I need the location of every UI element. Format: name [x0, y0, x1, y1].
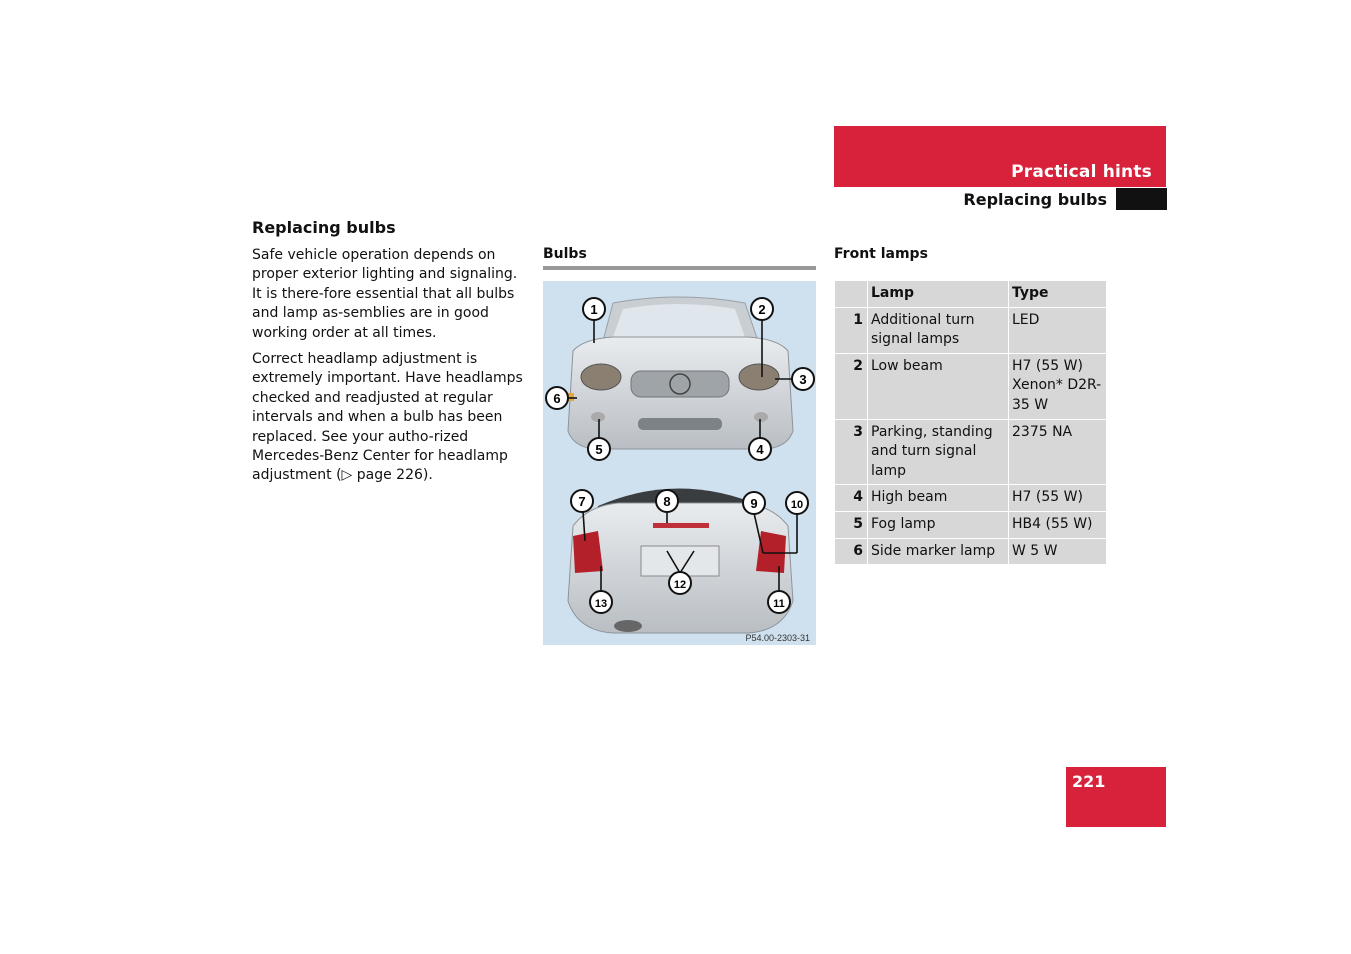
row-lamp: Side marker lamp	[868, 538, 1009, 565]
header-type: Type	[1009, 281, 1107, 308]
row-lamp: Parking, standing and turn signal lamp	[868, 419, 1009, 485]
table-row	[835, 485, 1107, 512]
header-lamp: Lamp	[868, 281, 1009, 308]
row-num: 2	[835, 353, 868, 419]
bulbs-heading: Bulbs	[543, 246, 587, 262]
callout-8	[656, 490, 678, 512]
callout-1	[583, 298, 605, 320]
row-lamp: Fog lamp	[868, 511, 1009, 538]
svg-text:3: 3	[799, 372, 807, 387]
svg-text:2: 2	[758, 302, 766, 317]
header-num	[835, 281, 868, 308]
svg-text:6: 6	[553, 391, 561, 406]
row-lamp: High beam	[868, 485, 1009, 512]
row-num: 6	[835, 538, 868, 565]
table-row	[835, 353, 1107, 419]
row-num: 4	[835, 485, 868, 512]
table-row	[835, 511, 1107, 538]
row-type: H7 (55 W) Xenon* D2R-35 W	[1009, 353, 1107, 419]
svg-text:1: 1	[590, 302, 598, 317]
row-type: LED	[1009, 307, 1107, 353]
figure-code: P54.00-2303-31	[745, 633, 810, 643]
svg-text:12: 12	[673, 579, 687, 591]
svg-text:13: 13	[594, 598, 608, 610]
callout-10	[786, 492, 808, 514]
front-lamps-table	[834, 280, 1107, 565]
section-marker	[1116, 188, 1167, 210]
page-number-box	[1066, 767, 1166, 827]
callout-2	[751, 298, 773, 320]
table-row	[835, 419, 1107, 485]
callout-9	[743, 492, 765, 514]
callout-11	[768, 591, 790, 613]
row-num: 1	[835, 307, 868, 353]
row-type: H7 (55 W)	[1009, 485, 1107, 512]
svg-text:10: 10	[790, 499, 804, 511]
row-lamp: Additional turn signal lamps	[868, 307, 1009, 353]
row-lamp: Low beam	[868, 353, 1009, 419]
page-heading: Replacing bulbs	[252, 218, 396, 237]
callout-13	[590, 591, 612, 613]
callout-12	[669, 572, 691, 594]
svg-text:8: 8	[663, 494, 671, 509]
callout-7	[571, 490, 593, 512]
bulb-location-figure	[543, 281, 816, 645]
intro-paragraph: Safe vehicle operation depends on proper exterior lighting and signaling. It is there-fore essential that all bulbs and lamp as-semblies are in good working order at all times.	[252, 247, 518, 341]
page-number: 221	[1072, 772, 1106, 791]
chapter-title: Practical hints	[1011, 162, 1152, 182]
callout-6	[546, 387, 568, 409]
svg-text:9: 9	[750, 496, 758, 511]
svg-text:11: 11	[773, 598, 785, 610]
row-type: 2375 NA	[1009, 419, 1107, 485]
table-row	[835, 307, 1107, 353]
table-header-row	[835, 281, 1107, 308]
car-illustration	[543, 281, 816, 645]
callout-5	[588, 438, 610, 460]
row-num: 5	[835, 511, 868, 538]
chapter-banner	[834, 126, 1166, 187]
row-type: W 5 W	[1009, 538, 1107, 565]
svg-text:4: 4	[756, 442, 764, 457]
headlamp-paragraph: Correct headlamp adjustment is extremely important. Have headlamps checked and readjusted at regular intervals and when a bulb has been replaced. See your autho-rized Mercedes-Benz Center for headlamp adjustment (▷ page 226).	[252, 351, 523, 484]
section-title: Replacing bulbs	[963, 190, 1107, 209]
row-type: HB4 (55 W)	[1009, 511, 1107, 538]
table-row	[835, 538, 1107, 565]
svg-text:5: 5	[595, 442, 603, 457]
callout-4	[749, 438, 771, 460]
svg-text:7: 7	[578, 494, 586, 509]
row-num: 3	[835, 419, 868, 485]
callout-3	[792, 368, 814, 390]
front-lamps-heading: Front lamps	[834, 246, 928, 262]
heading-rule	[543, 266, 816, 270]
